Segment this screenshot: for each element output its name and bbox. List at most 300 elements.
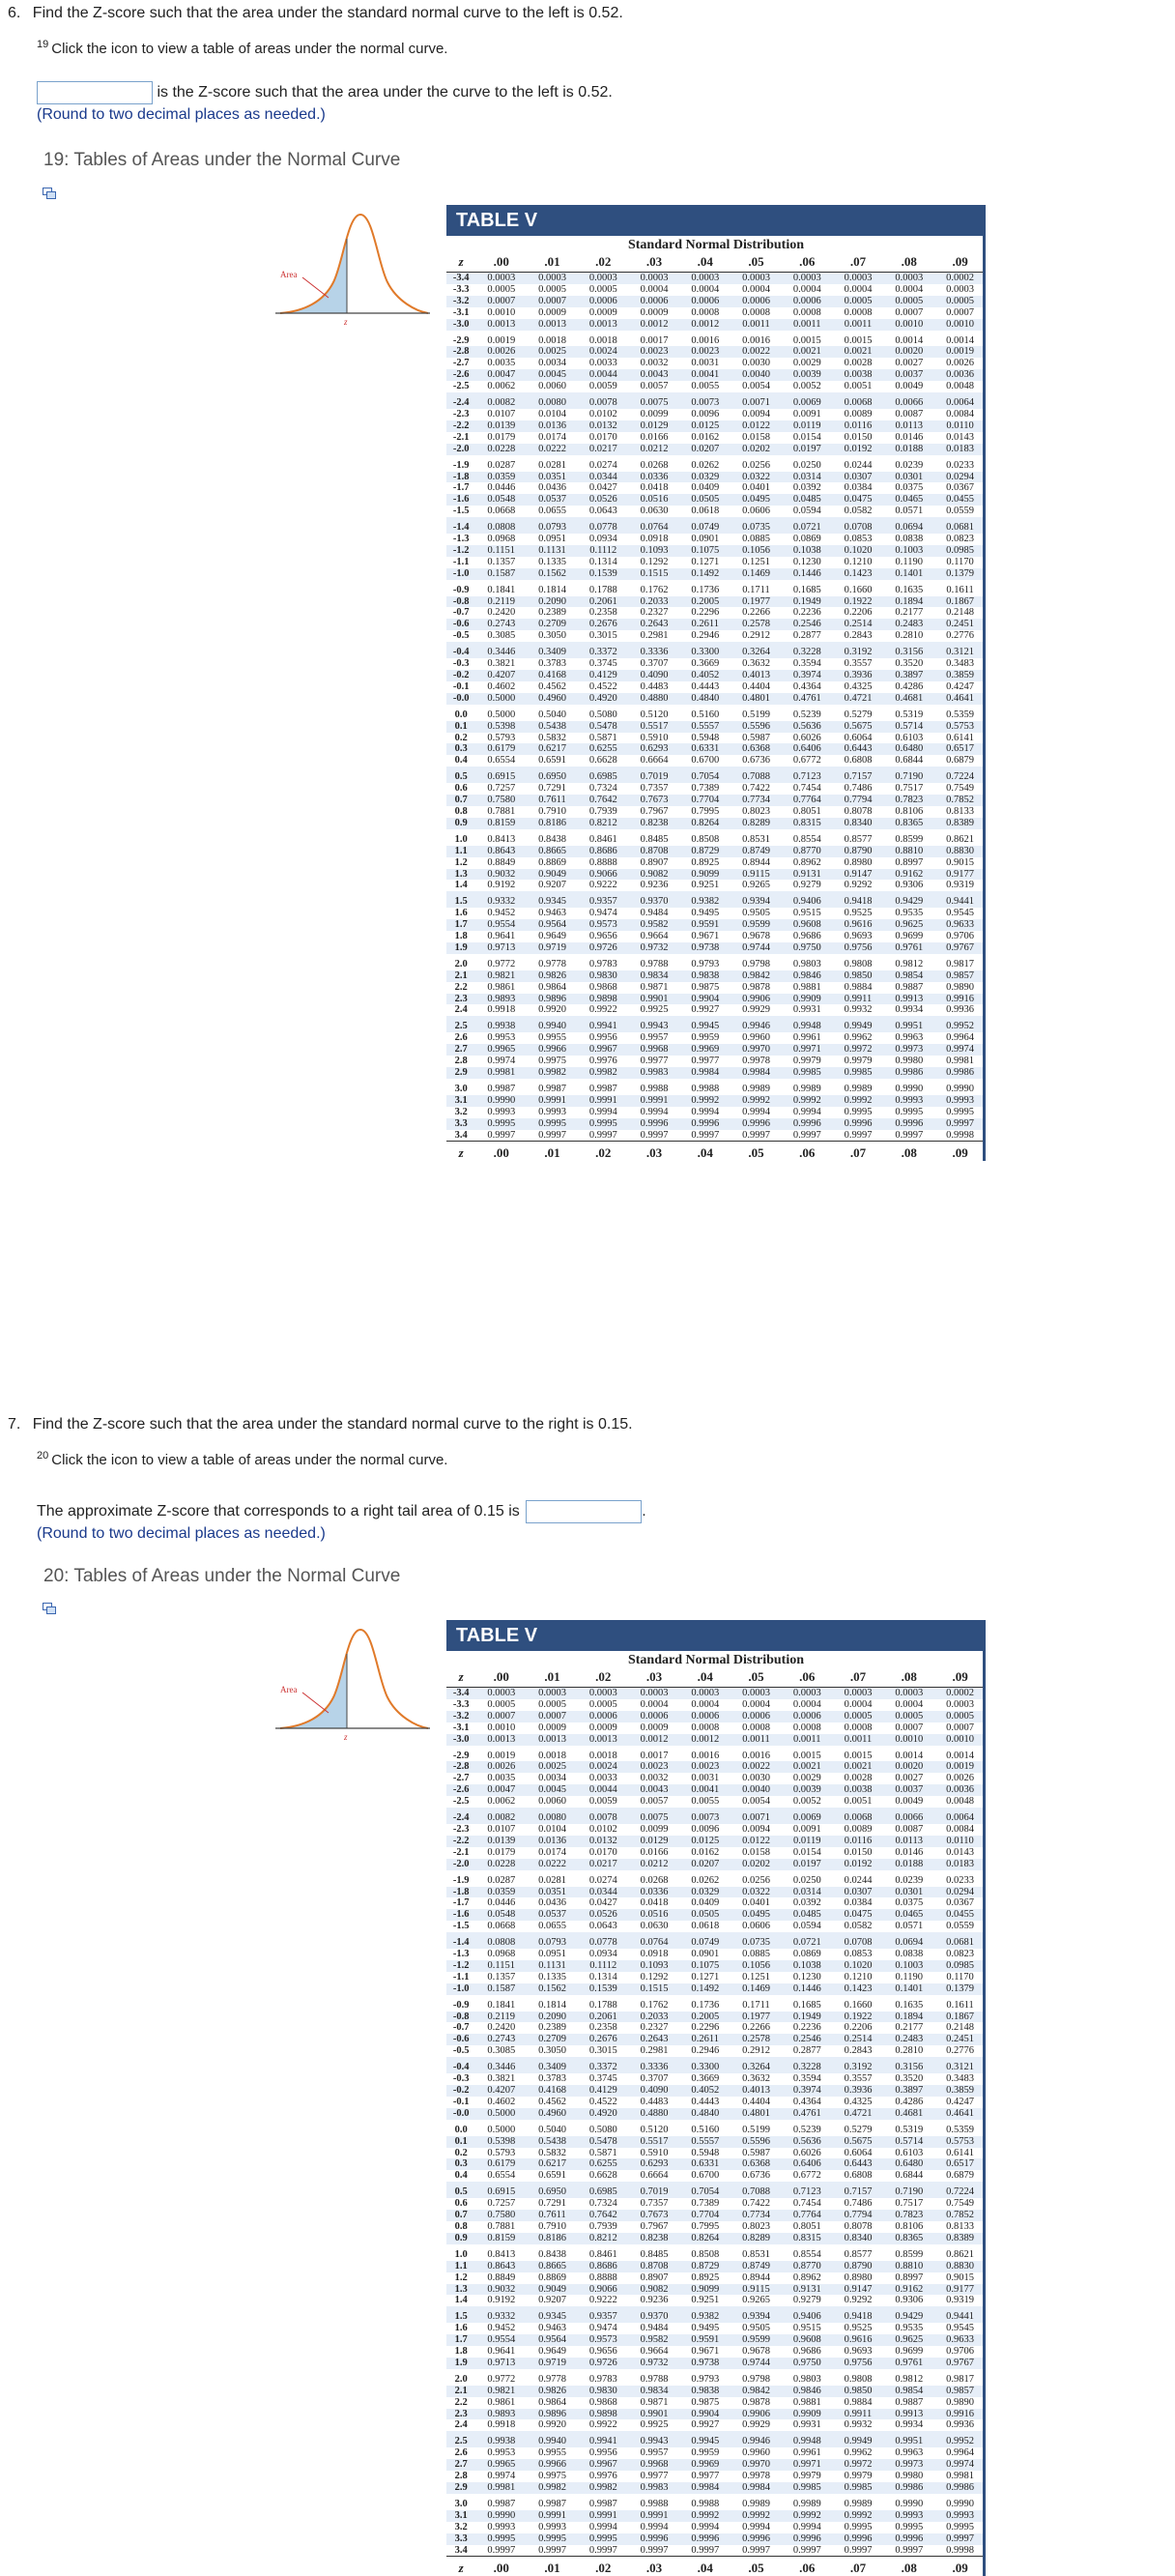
area-cell: 0.9893: [475, 2409, 527, 2420]
area-cell: 0.2483: [883, 2034, 934, 2045]
area-cell: 0.0010: [934, 1734, 986, 1746]
z-value-cell: -2.9: [452, 334, 470, 346]
area-cell: 0.9961: [792, 2447, 821, 2459]
area-cell: 0.7389: [691, 783, 720, 795]
area-cell: 0.6844: [895, 755, 924, 767]
table-row: [446, 2533, 986, 2545]
area-cell: 0.9842: [731, 2386, 782, 2397]
area-cell: 0.0014: [946, 1750, 974, 1761]
table-row: [446, 2210, 986, 2221]
area-cell: 0.3336: [629, 642, 680, 658]
z-label: z: [344, 317, 348, 327]
area-cell: 0.9975: [538, 1056, 566, 1067]
table-row: [446, 1056, 986, 1067]
area-cell: 0.5557: [679, 2136, 731, 2148]
area-cell: 0.0367: [946, 1897, 974, 1909]
area-cell: 0.3300: [679, 642, 731, 658]
area-cell: 0.1210: [844, 556, 873, 567]
area-cell: 0.9345: [527, 2306, 578, 2323]
area-cell: 0.1131: [527, 545, 578, 557]
area-cell: 0.9535: [895, 908, 924, 919]
area-cell: 0.9996: [731, 1118, 782, 1130]
z-value-cell: 1.6: [454, 908, 468, 919]
area-cell: 0.0084: [946, 1823, 974, 1835]
area-cell: 0.0003: [629, 273, 680, 284]
area-cell: 0.0045: [527, 1784, 578, 1796]
area-cell: 0.9846: [782, 970, 833, 982]
area-cell: 0.5675: [833, 2136, 884, 2148]
question-prompt: Find the Z-score such that the area under the standard normal curve to the left is 0.52.: [32, 5, 623, 21]
area-cell: 0.9345: [527, 891, 578, 908]
area-cell: 0.9649: [538, 2346, 566, 2358]
area-cell: 0.0129: [629, 1836, 680, 1847]
area-cell: 0.2546: [782, 619, 833, 630]
area-cell: 0.4168: [527, 2085, 578, 2097]
area-cell: 0.8686: [578, 2261, 629, 2272]
area-cell: 0.2912: [742, 630, 770, 642]
area-cell: 0.7734: [731, 795, 782, 806]
area-cell: 0.0021: [782, 1761, 833, 1773]
area-cell: 0.6331: [679, 2158, 731, 2170]
area-cell: 0.9997: [844, 1129, 873, 1141]
area-cell: 0.5832: [538, 2147, 566, 2158]
area-label: Area: [280, 270, 298, 279]
area-cell: 0.4880: [629, 2108, 680, 2120]
area-cell: 0.3050: [538, 2045, 566, 2057]
area-cell: 0.7580: [475, 2210, 527, 2221]
area-cell: 0.9957: [640, 1032, 669, 1044]
area-cell: 0.9599: [731, 2334, 782, 2346]
area-cell: 0.0294: [934, 472, 986, 483]
area-cell: 0.8413: [487, 2248, 516, 2260]
table-hint-link[interactable]: Click the icon to view a table of areas under the normal curve.: [51, 41, 448, 57]
z-table: [446, 253, 986, 1161]
table-row: [446, 2170, 986, 2182]
area-cell: 0.6293: [629, 743, 680, 755]
area-cell: 0.9991: [578, 1095, 629, 1107]
area-cell: 0.2206: [844, 2022, 873, 2034]
area-cell: 0.9997: [792, 1129, 821, 1141]
area-cell: 0.9960: [742, 1032, 770, 1044]
area-cell: 0.0039: [782, 1784, 833, 1796]
area-cell: 0.9940: [527, 2431, 578, 2447]
z-value-cell: 1.3: [446, 869, 475, 881]
area-cell: 0.0036: [934, 1784, 986, 1796]
z-value-cell: -3.4: [446, 1688, 475, 1699]
column-header: .05: [731, 253, 782, 273]
area-cell: 0.9967: [578, 1044, 629, 1056]
table-row: [446, 2012, 986, 2023]
area-cell: 0.9997: [691, 1129, 720, 1141]
column-footer: .07: [833, 2557, 884, 2576]
area-cell: 0.9641: [487, 2346, 516, 2358]
area-cell: 0.9996: [833, 2533, 884, 2545]
area-cell: 0.9573: [578, 919, 629, 931]
area-cell: 0.9913: [883, 994, 934, 1005]
z-value-cell: -2.7: [452, 1773, 470, 1784]
area-cell: 0.4129: [578, 670, 629, 681]
area-cell: 0.1292: [640, 1971, 669, 1983]
area-cell: 0.0008: [742, 306, 770, 318]
column-footer: .03: [629, 2557, 680, 2576]
area-cell: 0.9761: [883, 942, 934, 954]
area-cell: 0.0003: [946, 1698, 974, 1710]
area-cell: 0.0314: [782, 472, 833, 483]
z-value-cell: -1.2: [446, 1960, 475, 1972]
area-cell: 0.9995: [475, 2533, 527, 2545]
z-value-cell: 0.9: [446, 818, 475, 829]
table-row: [446, 2120, 986, 2136]
area-cell: 0.0778: [578, 517, 629, 534]
table-row: [446, 1107, 986, 1118]
area-cell: 0.9826: [527, 2386, 578, 2397]
z-value-cell: -0.6: [446, 2034, 475, 2045]
z-column-header: z: [446, 253, 475, 273]
area-cell: 0.9952: [934, 2431, 986, 2447]
area-cell: 0.3783: [538, 658, 566, 670]
area-cell: 0.0885: [742, 1949, 770, 1960]
area-cell: 0.2643: [629, 619, 680, 630]
area-cell: 0.0018: [538, 334, 566, 346]
area-cell: 0.9803: [792, 2373, 821, 2385]
table-row: [446, 2221, 986, 2233]
area-cell: 0.1711: [742, 1999, 770, 2011]
area-cell: 0.4960: [527, 2108, 578, 2120]
area-cell: 0.1292: [640, 556, 669, 567]
area-cell: 0.9678: [742, 931, 770, 942]
area-cell: 0.9985: [782, 2482, 833, 2494]
area-cell: 0.1038: [782, 545, 833, 557]
area-cell: 0.9918: [487, 1004, 516, 1016]
area-cell: 0.5199: [742, 2124, 770, 2135]
area-cell: 0.0057: [640, 1796, 669, 1808]
area-cell: 0.0003: [679, 1688, 731, 1699]
area-cell: 0.6950: [527, 2182, 578, 2198]
area-cell: 0.9656: [588, 2346, 617, 2358]
z-value-cell: -0.0: [446, 2108, 475, 2120]
z-value-cell: -2.7: [452, 358, 470, 369]
area-cell: 0.9996: [731, 2533, 782, 2545]
area-cell: 0.0047: [475, 1784, 527, 1796]
area-cell: 0.0113: [883, 1836, 934, 1847]
area-cell: 0.3446: [475, 642, 527, 658]
table-row: [446, 1932, 986, 1949]
area-cell: 0.9495: [691, 908, 720, 919]
area-cell: 0.1894: [883, 2012, 934, 2023]
area-cell: 0.1271: [691, 556, 720, 567]
area-cell: 0.0023: [629, 346, 680, 358]
area-cell: 0.9706: [946, 931, 974, 942]
area-cell: 0.3745: [588, 2073, 617, 2085]
area-cell: 0.9826: [527, 970, 578, 982]
column-footer: .08: [883, 1142, 934, 1162]
area-cell: 0.7389: [691, 2198, 720, 2210]
area-cell: 0.0034: [538, 1773, 566, 1784]
area-cell: 0.7088: [731, 2182, 782, 2198]
z-value-cell: 1.6: [454, 2323, 468, 2334]
area-cell: 0.8389: [934, 818, 986, 829]
column-header: .06: [782, 253, 833, 273]
z-value-cell: -1.4: [446, 1932, 475, 1949]
table-row: [446, 2522, 986, 2533]
area-cell: 0.2236: [792, 607, 821, 619]
column-footer: .07: [833, 1142, 884, 1162]
table-row: [446, 307, 986, 319]
table-row: [446, 1796, 986, 1808]
z-value-cell: 2.8: [454, 2471, 468, 2482]
area-cell: 0.0281: [538, 459, 566, 471]
area-cell: 0.9884: [844, 2396, 873, 2408]
area-cell: 0.6331: [679, 743, 731, 755]
area-cell: 0.7611: [527, 795, 578, 806]
area-cell: 0.5279: [844, 2124, 873, 2135]
area-cell: 0.1539: [578, 568, 629, 580]
table-footer-row: [446, 2557, 986, 2576]
area-cell: 0.9808: [844, 958, 873, 970]
area-cell: 0.0322: [731, 472, 782, 483]
z-value-cell: -0.6: [446, 619, 475, 630]
z-score-input[interactable]: [37, 81, 153, 104]
area-cell: 0.6915: [475, 767, 527, 783]
area-cell: 0.1335: [538, 556, 566, 567]
area-cell: 0.4247: [946, 2096, 974, 2107]
z-value-cell: 2.6: [454, 1032, 468, 1044]
area-cell: 0.2296: [691, 2022, 720, 2034]
area-cell: 0.9996: [679, 2533, 731, 2545]
area-cell: 0.0244: [844, 1874, 873, 1886]
area-cell: 0.8159: [475, 818, 527, 829]
table-row: [446, 2261, 986, 2272]
table-hint-link[interactable]: Click the icon to view a table of areas under the normal curve.: [51, 1452, 448, 1468]
area-cell: 0.7642: [578, 795, 629, 806]
area-cell: 0.0158: [742, 431, 770, 443]
area-cell: 0.0985: [934, 545, 986, 557]
area-cell: 0.9927: [691, 2419, 720, 2431]
area-cell: 0.7881: [487, 805, 516, 817]
table-row: [446, 580, 986, 596]
area-cell: 0.4920: [578, 2108, 629, 2120]
z-value-cell: -3.2: [446, 1711, 475, 1722]
area-cell: 0.0222: [527, 444, 578, 455]
area-cell: 0.0217: [578, 1859, 629, 1870]
area-cell: 0.9693: [844, 2346, 873, 2358]
area-cell: 0.7054: [679, 767, 731, 783]
area-cell: 0.9783: [588, 958, 617, 970]
z-value-cell: 2.9: [446, 1067, 475, 1079]
area-cell: 0.1056: [731, 1960, 782, 1972]
area-cell: 0.1539: [578, 1983, 629, 1995]
area-cell: 0.8925: [691, 856, 720, 868]
area-cell: 0.9525: [844, 908, 873, 919]
area-cell: 0.9099: [679, 869, 731, 881]
area-cell: 0.2177: [895, 2022, 924, 2034]
area-cell: 0.0068: [833, 392, 884, 409]
area-cell: 0.9997: [934, 1118, 986, 1130]
area-cell: 0.0322: [731, 1887, 782, 1898]
area-cell: 0.8212: [578, 2233, 629, 2244]
area-cell: 0.6950: [527, 767, 578, 783]
area-cell: 0.5160: [691, 2124, 720, 2135]
area-cell: 0.0778: [578, 1932, 629, 1949]
z-score-input[interactable]: [526, 1500, 642, 1523]
area-cell: 0.8708: [629, 846, 680, 857]
area-cell: 0.0823: [946, 1949, 974, 1960]
area-cell: 0.0021: [833, 346, 884, 358]
area-cell: 0.9946: [731, 2431, 782, 2447]
area-cell: 0.9495: [691, 2323, 720, 2334]
area-cell: 0.0951: [538, 534, 566, 545]
area-cell: 0.2148: [946, 2022, 974, 2034]
area-cell: 0.0005: [487, 1698, 516, 1710]
area-cell: 0.9890: [946, 2396, 974, 2408]
area-cell: 0.0735: [731, 517, 782, 534]
z-value-cell: -0.4: [446, 642, 475, 658]
table-row: [446, 2482, 986, 2494]
area-cell: 0.0007: [527, 1711, 578, 1722]
area-cell: 0.1170: [946, 556, 974, 567]
area-cell: 0.2483: [883, 619, 934, 630]
z-value-cell: -0.8: [446, 596, 475, 608]
area-cell: 0.9945: [679, 2431, 731, 2447]
area-cell: 0.8980: [844, 856, 873, 868]
area-cell: 0.0006: [679, 1711, 731, 1722]
area-cell: 0.9896: [527, 994, 578, 1005]
table-row: [446, 857, 986, 869]
area-cell: 0.9934: [895, 1004, 924, 1016]
area-cell: 0.0018: [588, 1750, 617, 1761]
area-cell: 0.2090: [527, 596, 578, 608]
area-cell: 0.7357: [640, 783, 669, 795]
table-popout-icon[interactable]: [43, 188, 56, 199]
area-cell: 0.9984: [731, 1067, 782, 1079]
area-cell: 0.8238: [629, 818, 680, 829]
area-cell: 0.0392: [792, 1897, 821, 1909]
area-cell: 0.1401: [883, 1983, 934, 1995]
area-cell: 0.7673: [629, 795, 680, 806]
area-cell: 0.0934: [588, 534, 617, 545]
area-cell: 0.2327: [640, 607, 669, 619]
area-cell: 0.5871: [588, 2147, 617, 2158]
table-row: [446, 2471, 986, 2482]
area-cell: 0.9788: [640, 2373, 669, 2385]
area-cell: 0.4443: [691, 2096, 720, 2107]
z-value-cell: -1.0: [446, 1983, 475, 1995]
area-cell: 0.0192: [833, 1859, 884, 1870]
table-row: [446, 994, 986, 1005]
area-cell: 0.1894: [883, 596, 934, 608]
area-cell: 0.9941: [578, 1016, 629, 1032]
area-cell: 0.6103: [895, 732, 924, 743]
area-cell: 0.8133: [946, 805, 974, 817]
area-cell: 0.0033: [588, 358, 617, 369]
area-cell: 0.7517: [895, 783, 924, 795]
table-row: [446, 670, 986, 681]
area-cell: 0.0188: [883, 1859, 934, 1870]
z-value-cell: 0.4: [454, 2170, 468, 2182]
z-value-cell: -1.1: [452, 556, 470, 567]
area-cell: 0.5120: [640, 2124, 669, 2135]
area-cell: 0.9706: [946, 2346, 974, 2358]
area-cell: 0.9946: [731, 1016, 782, 1032]
table-row: [446, 1016, 986, 1032]
area-cell: 0.9986: [883, 2482, 934, 2494]
area-cell: 0.9066: [578, 869, 629, 881]
area-cell: 0.1210: [844, 1971, 873, 1983]
table-row: [446, 1960, 986, 1972]
area-cell: 0.0064: [934, 1808, 986, 1824]
area-cell: 0.9994: [742, 2521, 770, 2533]
area-cell: 0.1230: [792, 1971, 821, 1983]
question-7-prompt-row: [8, 1416, 633, 1433]
area-cell: 0.9997: [844, 2544, 873, 2556]
area-cell: 0.6517: [934, 743, 986, 755]
column-header: .04: [679, 1668, 731, 1688]
area-cell: 0.9222: [588, 2295, 617, 2306]
area-cell: 0.4721: [833, 693, 884, 705]
column-header: .07: [833, 1668, 884, 1688]
area-cell: 0.9463: [538, 908, 566, 919]
area-cell: 0.9306: [895, 2295, 924, 2306]
area-cell: 0.4602: [487, 2096, 516, 2107]
table-row: [446, 1921, 986, 1932]
area-cell: 0.2119: [475, 2012, 527, 2023]
area-cell: 0.5948: [691, 2147, 720, 2158]
area-cell: 0.7995: [691, 805, 720, 817]
area-cell: 0.8264: [679, 818, 731, 829]
area-cell: 0.0885: [742, 534, 770, 545]
column-header: .01: [527, 253, 578, 273]
area-cell: 0.0526: [578, 494, 629, 506]
area-cell: 0.9878: [742, 2396, 770, 2408]
area-cell: 0.3669: [691, 658, 720, 670]
table-popout-icon[interactable]: [43, 1603, 56, 1614]
area-cell: 0.2206: [844, 607, 873, 619]
area-cell: 0.7642: [578, 2210, 629, 2221]
area-cell: 0.8997: [895, 856, 924, 868]
area-cell: 0.0015: [792, 1750, 821, 1761]
z-value-cell: 1.1: [446, 846, 475, 857]
area-cell: 0.9591: [679, 919, 731, 931]
area-cell: 0.0099: [640, 1823, 669, 1835]
area-cell: 0.3632: [742, 658, 770, 670]
area-cell: 0.9236: [640, 2295, 669, 2306]
area-cell: 0.9115: [731, 2284, 782, 2296]
area-cell: 0.9985: [833, 2482, 884, 2494]
area-cell: 0.9452: [487, 908, 516, 919]
area-cell: 0.0080: [527, 1808, 578, 1824]
area-cell: 0.8389: [934, 2233, 986, 2244]
area-cell: 0.8340: [833, 818, 884, 829]
area-cell: 0.1711: [742, 584, 770, 595]
area-cell: 0.7967: [640, 2220, 669, 2232]
table-header-row: [446, 253, 986, 273]
area-cell: 0.9997: [487, 1129, 516, 1141]
z-value-cell: -1.9: [452, 459, 470, 471]
area-cell: 0.0010: [934, 319, 986, 331]
area-cell: 0.0044: [578, 369, 629, 381]
area-cell: 0.9131: [782, 2284, 833, 2296]
area-cell: 0.8577: [844, 833, 873, 845]
area-cell: 0.9893: [475, 994, 527, 1005]
area-cell: 0.3483: [946, 2073, 974, 2085]
table-row: [446, 506, 986, 517]
area-cell: 0.0516: [629, 494, 680, 506]
area-cell: 0.9332: [475, 891, 527, 908]
area-cell: 0.9738: [679, 942, 731, 954]
area-cell: 0.0021: [782, 346, 833, 358]
area-cell: 0.0233: [946, 459, 974, 471]
area-cell: 0.6179: [475, 743, 527, 755]
